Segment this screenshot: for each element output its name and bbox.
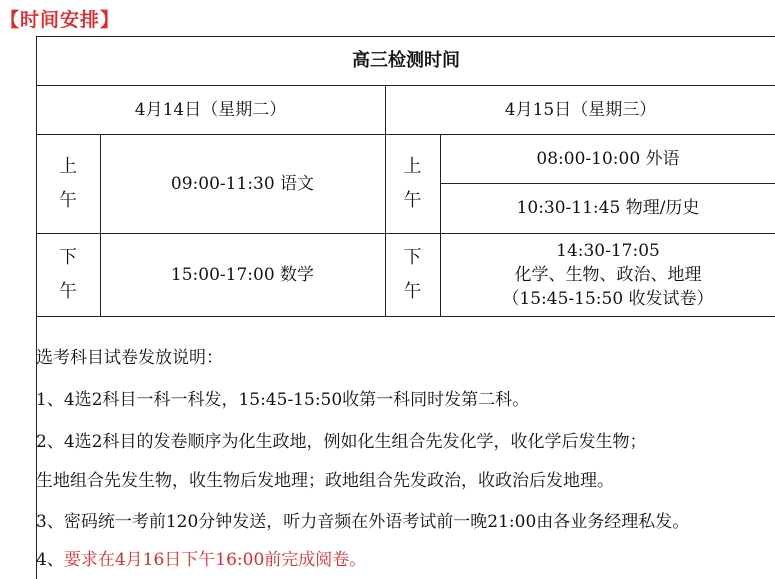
day2-header: 4月15日（星期三） xyxy=(504,99,657,120)
day2-pm-label xyxy=(385,233,440,316)
pm-label-char: 午 xyxy=(59,280,77,302)
pm-exam-note: （15:45-15:50 收发试卷） xyxy=(502,288,714,309)
note-item-1: 1、4选2科目一科一科发，15:45-15:50收第一科同时发第二科。 xyxy=(36,390,530,410)
note-item-4 xyxy=(36,546,366,574)
day1-pm-label xyxy=(36,233,100,316)
day1-am-label xyxy=(36,134,100,233)
table-title: 高三检测时间 xyxy=(352,49,460,71)
pm-exam-time: 14:30-17:05 xyxy=(556,240,660,261)
note-item-3: 3、密码统一考前120分钟发送，听力音频在外语考试前一晚21:00由各业务经理私发。 xyxy=(36,512,690,532)
day2-am-exam-1: 08:00-10:00 外语 xyxy=(536,148,680,169)
note-item-4-text: 要求在4月16日下午16:00前完成阅卷。 xyxy=(63,550,367,570)
am-label-char: 午 xyxy=(59,189,77,211)
table-divider xyxy=(36,316,775,317)
notes-heading: 选考科目试卷发放说明： xyxy=(36,348,223,368)
pm-exam-subjects: 化学、生物、政治、地理 xyxy=(514,264,702,285)
day1-pm-exam: 15:00-17:00 数学 xyxy=(170,264,315,285)
am-label-char: 上 xyxy=(403,155,422,177)
am-label-char: 上 xyxy=(59,155,77,177)
pm-label-char: 午 xyxy=(403,280,422,302)
note-item-4-number: 4、 xyxy=(36,550,64,570)
day2-am-exam-2: 10:30-11:45 物理/历史 xyxy=(516,198,700,218)
note-item-2: 2、4选2科目的发卷顺序为化生政地，例如化生组合先发化学，收化学后发生物； xyxy=(36,432,647,452)
note-item-2-continued: 生地组合先发生物，收生物后发地理；政地组合先发政治，收政治后发地理。 xyxy=(36,471,614,491)
am-label-char: 午 xyxy=(403,189,422,211)
day2-pm-exam xyxy=(440,233,775,316)
day1-header: 4月14日（星期二） xyxy=(134,99,287,120)
pm-label-char: 下 xyxy=(403,246,422,268)
pm-label-char: 下 xyxy=(59,246,77,268)
section-title: 【时间安排】 xyxy=(0,9,121,31)
day2-am-label xyxy=(385,134,440,233)
day1-am-exam: 09:00-11:30 语文 xyxy=(170,173,315,194)
